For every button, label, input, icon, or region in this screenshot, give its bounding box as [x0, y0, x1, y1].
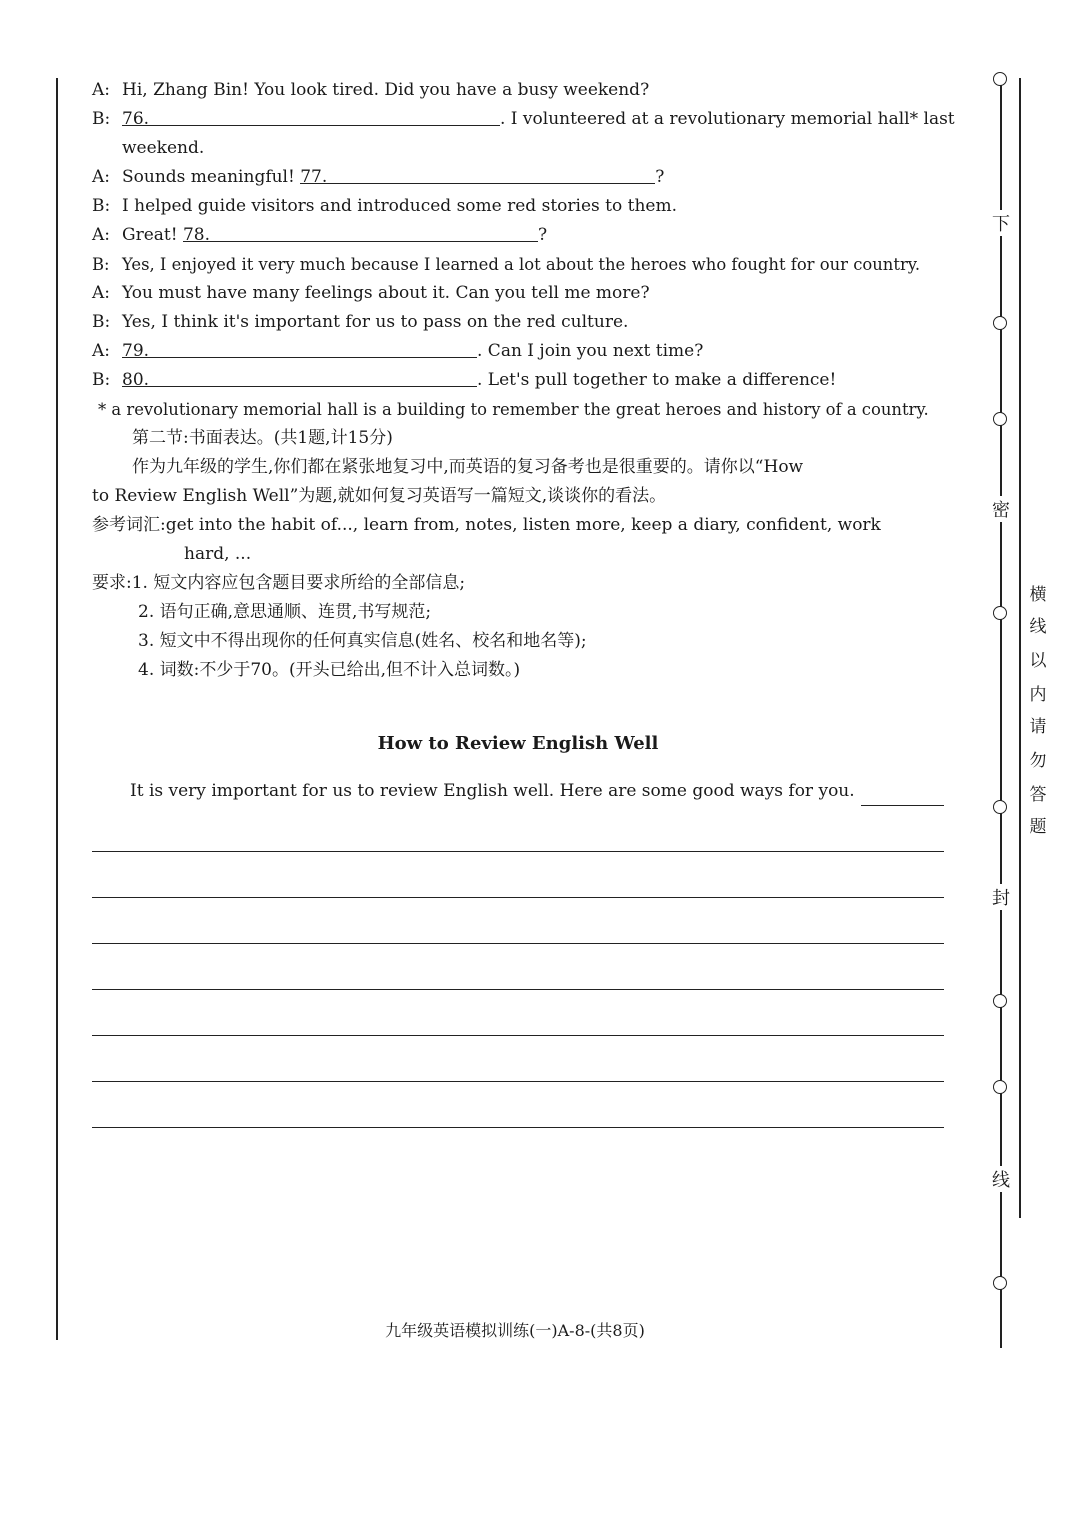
seal-char-feng: 封	[989, 884, 1013, 910]
binding-warning-char: 线	[1026, 612, 1050, 637]
dialogue-text: ?	[537, 225, 548, 245]
prompt-text-line2: to Review English Well”为题,就如何复习英语写一篇短文,谈谈你的看法。	[92, 486, 667, 506]
question-number: 76.	[122, 109, 150, 129]
dialogue-text: ?	[655, 167, 665, 187]
vocab-line-continuation: hard, ...	[184, 544, 252, 564]
vocab-line	[92, 511, 944, 540]
essay-opening-line[interactable]	[92, 772, 944, 806]
dialogue-line-b3	[92, 250, 944, 279]
speaker-label: A:	[92, 225, 111, 245]
vocab-text: get into the habit of..., learn from, notes, listen more, keep a diary, confident, work	[165, 515, 881, 535]
speaker-label: B:	[92, 109, 111, 129]
seal-circle	[993, 316, 1007, 330]
dialogue-text: Yes, I enjoyed it very much because I learned a lot about the heroes who fought for our country.	[122, 255, 921, 274]
seal-char-xia: 下	[989, 210, 1013, 236]
question-number: 79.	[122, 341, 150, 361]
answer-blank-80[interactable]	[122, 366, 477, 390]
essay-title: How to Review English Well	[377, 733, 659, 754]
writing-line[interactable]	[92, 898, 944, 944]
dialogue-text: . Can I join you next time?	[477, 341, 704, 361]
dialogue-text: . I volunteered at a revolutionary memorial hall* last	[500, 109, 955, 129]
page-footer: 九年级英语模拟训练(一)A-8-(共8页)	[385, 1321, 645, 1340]
dialogue-line-a1	[92, 76, 944, 105]
speaker-label: A:	[92, 80, 111, 100]
speaker-label: B:	[92, 312, 111, 332]
requirement-1	[92, 569, 944, 598]
dialogue-line-a4	[92, 279, 944, 308]
answer-blank-79[interactable]	[122, 337, 477, 361]
dialogue-text: Hi, Zhang Bin! You look tired. Did you have a busy weekend?	[122, 80, 650, 100]
dialogue-line-a78	[92, 221, 944, 250]
writing-line[interactable]	[92, 990, 944, 1036]
dialogue-line-b80	[92, 366, 944, 395]
dialogue-continuation: weekend.	[122, 138, 205, 158]
footnote: * a revolutionary memorial hall is a building to remember the great heroes and history of a country.	[98, 400, 929, 419]
seal-char-xian: 线	[989, 1166, 1013, 1192]
writing-line[interactable]	[92, 944, 944, 990]
binding-warning-char: 勿	[1026, 746, 1050, 771]
binding-warning-char: 内	[1026, 680, 1050, 705]
speaker-label: A:	[92, 283, 111, 303]
seal-circle	[993, 606, 1007, 620]
seal-circle	[993, 72, 1007, 86]
dialogue-line-a79	[92, 337, 944, 366]
binding-warning-char: 请	[1026, 712, 1050, 737]
vocab-label: 参考词汇:	[92, 515, 166, 535]
seal-circle	[993, 412, 1007, 426]
question-number: 80.	[122, 370, 150, 390]
essay-blank-start[interactable]	[861, 783, 944, 806]
seal-circle	[993, 800, 1007, 814]
seal-circle	[993, 1276, 1007, 1290]
requirement-2: 2. 语句正确,意思通顺、连贯,书写规范;	[138, 602, 432, 622]
seal-circle	[993, 994, 1007, 1008]
requirement-4: 4. 词数:不少于70。(开头已给出,但不计入总词数。)	[138, 660, 521, 680]
speaker-label: B:	[92, 255, 110, 274]
prompt-text-line1: 作为九年级的学生,你们都在紧张地复习中,而英语的复习备考也是很重要的。请你以“How	[132, 457, 804, 477]
seal-char-mi: 密	[989, 496, 1013, 522]
seal-circle	[993, 1080, 1007, 1094]
seal-line	[1000, 78, 1002, 1348]
dialogue-line-b2	[92, 192, 944, 221]
left-margin-rule	[56, 78, 58, 1340]
dialogue-text: Yes, I think it's important for us to pass on the red culture.	[122, 312, 629, 332]
essay-opening: It is very important for us to review English well. Here are some good ways for you.	[130, 781, 855, 801]
dialogue-line-a77	[92, 163, 944, 192]
dialogue-text: . Let's pull together to make a difference!	[477, 370, 837, 390]
section-heading: 第二节:书面表达。(共1题,计15分)	[132, 428, 393, 448]
speaker-label: A:	[92, 341, 111, 361]
writing-line[interactable]	[92, 1082, 944, 1128]
dialogue-text: Sounds meaningful!	[122, 167, 301, 187]
binding-warning-char: 题	[1026, 812, 1050, 837]
answer-blank-78[interactable]	[182, 221, 538, 245]
answer-blank-76[interactable]	[122, 105, 500, 129]
dialogue-line-b76	[92, 105, 955, 134]
binding-warning-char: 答	[1026, 780, 1050, 805]
dialogue-line-b4	[92, 308, 944, 337]
writing-line[interactable]	[92, 806, 944, 852]
binding-warning-char: 横	[1026, 580, 1050, 605]
requirements-label: 要求:	[92, 573, 132, 593]
binding-warning-char: 以	[1026, 646, 1050, 671]
writing-line[interactable]	[92, 852, 944, 898]
requirement-3: 3. 短文中不得出现你的任何真实信息(姓名、校名和地名等);	[138, 631, 587, 651]
exam-content	[92, 76, 955, 1128]
dialogue-text: I helped guide visitors and introduced some red stories to them.	[122, 196, 677, 216]
binding-outer-rule	[1019, 78, 1021, 1218]
question-number: 77.	[300, 167, 328, 187]
speaker-label: B:	[92, 370, 111, 390]
answer-blank-77[interactable]	[300, 163, 655, 187]
speaker-label: B:	[92, 196, 111, 216]
dialogue-text: Great!	[122, 225, 183, 245]
speaker-label: A:	[92, 167, 111, 187]
requirement-text: 1. 短文内容应包含题目要求所给的全部信息;	[131, 573, 466, 593]
dialogue-text: You must have many feelings about it. Can you tell me more?	[122, 283, 650, 303]
writing-line[interactable]	[92, 1036, 944, 1082]
question-number: 78.	[182, 225, 211, 245]
